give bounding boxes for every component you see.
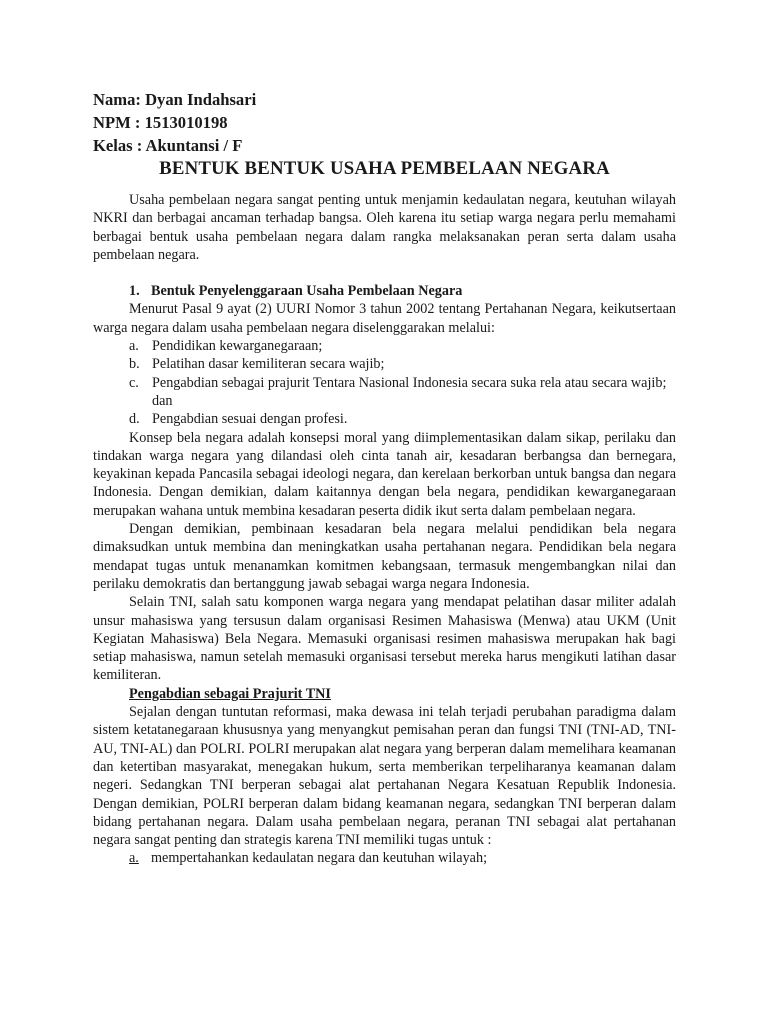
student-npm: NPM : 1513010198: [93, 113, 228, 132]
participation-list: [129, 337, 676, 428]
list-item: [129, 355, 676, 373]
list-marker: a.: [129, 338, 139, 355]
list-text: Pendidikan kewarganegaraan;: [152, 338, 323, 355]
intro-paragraph: Usaha pembelaan negara sangat penting untuk menjamin kedaulatan negara, keutuhan wilayah NKRI dan berbagai ancaman terhadap bangsa. Oleh karena itu setiap warga negara perlu memahami berbagai bentuk usaha pembelaan negara dalam rangka melaksanakan peran serta dalam usaha pembelaan negara.: [93, 192, 676, 263]
document-title: BENTUK BENTUK USAHA PEMBELAAN NEGARA: [159, 158, 610, 179]
pembinaan-paragraph: Dengan demikian, pembinaan kesadaran bela negara melalui pendidikan bela negara dimaksudkan untuk membina dan meningkatkan usaha pertahanan negara. Pendidikan bela negara mendapat tugas untuk menanamkan komitmen kebangsaan, termasuk mengembangkan nilai dan perilaku demokratis dan bertanggung jawab sebagai warga negara Indonesia.: [93, 521, 676, 592]
subsection-paragraph: Sejalan dengan tuntutan reformasi, maka dewasa ini telah terjadi perubahan paradigma dalam sistem ketatanegaraan khususnya yang menyangkut pemisahan peran dan fungsi TNI (TNI-AD, TNI-AU, TNI-AL) dan POLRI. POLRI merupakan alat negara yang berperan dalam memelihara keamanan dan ketertiban masyarakat, menegakan hukum, serta memberikan terpeliharanya keamanan dalam negeri. Sedangkan TNI berperan sebagai alat pertahanan Negara Kesatuan Republik Indonesia. Dengan demikian, POLRI berperan dalam bidang keamanan negara, sedangkan TNI berperan dalam bidang pertahanan negara. Dalam usaha pembelaan negara, peranan TNI sebagai alat pertahanan negara sangat penting dan strategis karena TNI memiliki tugas untuk :: [93, 704, 676, 849]
list-item: [129, 374, 676, 411]
list-text: Pengabdian sebagai prajurit Tentara Nasional Indonesia secara suka rela atau secara wajib; dan: [152, 374, 667, 409]
list-text: Pengabdian sesuai dengan profesi.: [152, 411, 348, 428]
list-marker: a.: [129, 850, 139, 867]
section-1-heading: [129, 282, 676, 300]
student-name: Nama: Dyan Indahsari: [93, 90, 257, 109]
tni-task-item: [129, 849, 676, 867]
subsection-heading: Pengabdian sebagai Prajurit TNI: [129, 685, 331, 702]
list-marker: d.: [129, 411, 140, 428]
section-1-number: 1.: [129, 283, 140, 300]
list-item: [129, 410, 676, 428]
document-page: [93, 88, 676, 868]
list-marker: b.: [129, 356, 140, 373]
list-text: Pelatihan dasar kemiliteran secara wajib;: [152, 356, 385, 373]
list-text: mempertahankan kedaulatan negara dan keutuhan wilayah;: [151, 850, 488, 867]
section-1-paragraph: Menurut Pasal 9 ayat (2) UURI Nomor 3 tahun 2002 tentang Pertahanan Negara, keikutsertaan warga negara dalam usaha pembelaan negara diselenggarakan melalui:: [93, 301, 676, 336]
section-1-title: Bentuk Penyelenggaraan Usaha Pembelaan Negara: [151, 283, 463, 300]
student-class: Kelas : Akuntansi / F: [93, 136, 243, 155]
tni-paragraph: Selain TNI, salah satu komponen warga negara yang mendapat pelatihan dasar militer adalah unsur mahasiswa yang tersusun dalam organisasi Resimen Mahasiswa (Menwa) atau UKM (Unit Kegiatan Mahasiswa) Bela Negara. Memasuki organisasi resimen mahasiswa merupakan hak bagi setiap mahasiswa, namun setelah memasuki organisasi tersebut mereka harus mengikuti latihan dasar kemiliteran.: [93, 594, 676, 684]
list-item: [129, 337, 676, 355]
konsep-paragraph: Konsep bela negara adalah konsepsi moral yang diimplementasikan dalam sikap, perilaku dan tindakan warga negara yang dilandasi oleh cinta tanah air, kesadaran berbangsa dan bernegara, keyakinan kepada Pancasila sebagai ideologi negara, dan kerelaan berkorban untuk bangsa dan negara Indonesia. Dengan demikian, dalam kaitannya dengan bela negara, pendidikan kewarganegaraan merupakan wahana untuk membina kesadaran peserta didik ikut serta dalam pembelaan negara.: [93, 429, 676, 519]
list-marker: c.: [129, 374, 139, 391]
